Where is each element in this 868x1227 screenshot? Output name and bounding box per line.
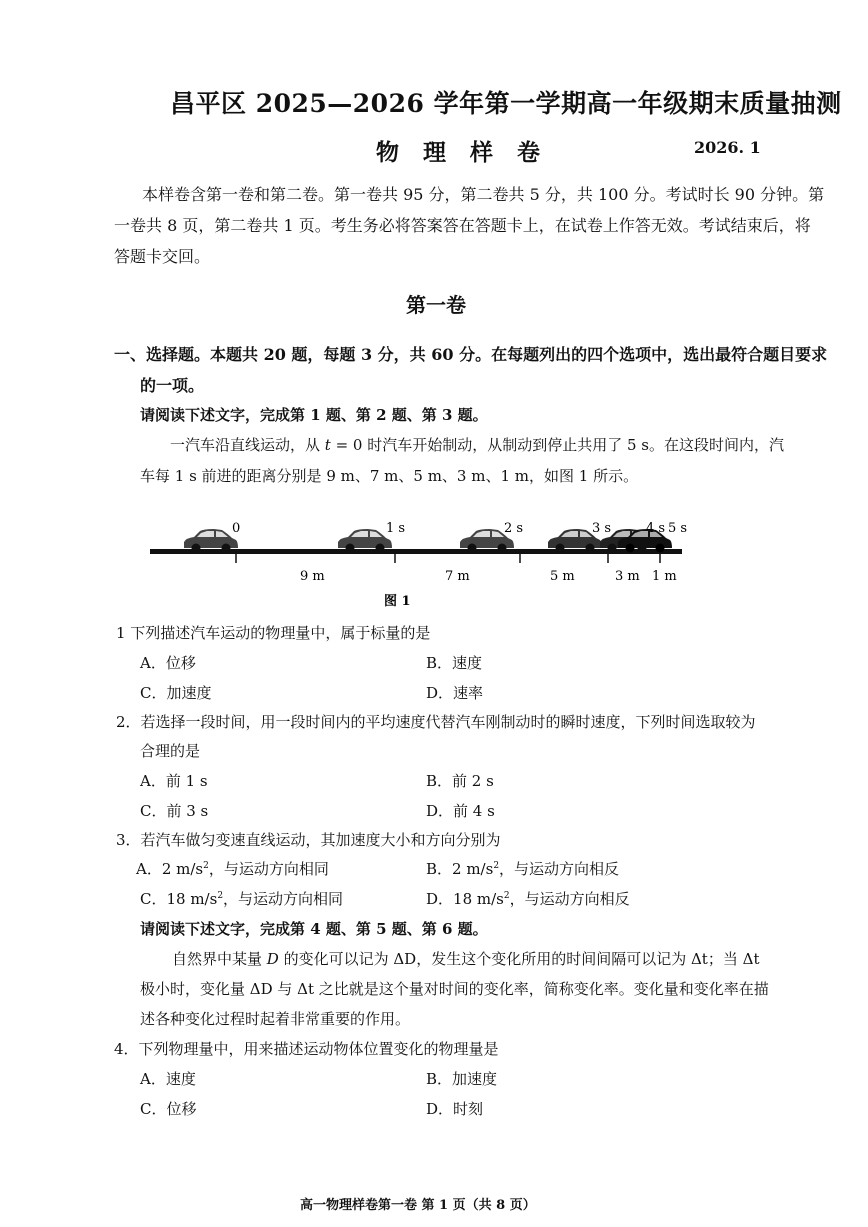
q4-option-c[interactable]: C．位移 — [140, 1100, 197, 1118]
q3-option-d[interactable]: D．18 $m/s^2$，与运动方向相反 — [426, 890, 630, 908]
q1-option-a[interactable]: A．位移 — [140, 654, 196, 672]
passage-1-line-1: 一汽车沿直线运动，从 t = 0 时汽车开始制动，从制动到停止共用了 5 s。在这段时间内，汽 — [170, 436, 785, 454]
volume-title: 第一卷 — [406, 293, 466, 317]
exam-date: 2026. 1 — [694, 138, 761, 157]
q3-option-b[interactable]: B．2 $m/s^2$，与运动方向相反 — [426, 860, 620, 878]
distance-label: 1 m — [652, 569, 677, 584]
distance-label: 7 m — [445, 569, 470, 584]
time-label: 4 s — [646, 521, 666, 536]
distance-label: 3 m — [615, 569, 640, 584]
q2-option-c[interactable]: C．前 3 s — [140, 802, 209, 820]
q4-option-d[interactable]: D．时刻 — [426, 1100, 484, 1118]
passage-2-line-1: 自然界中某量 D 的变化可以记为 ΔD，发生这个变化所用的时间间隔可以记为 Δt；当 Δt — [172, 950, 760, 968]
q1-option-b[interactable]: B．速度 — [426, 654, 483, 672]
intro-line-3: 答题卡交回。 — [114, 247, 211, 266]
q2-option-b[interactable]: B．前 2 s — [426, 772, 494, 790]
q4-option-a[interactable]: A．速度 — [140, 1070, 196, 1088]
q3-option-a[interactable]: A．2 $m/s^2$，与运动方向相同 — [136, 860, 329, 878]
reading-instruction-1: 请阅读下述文字，完成第 1 题、第 2 题、第 3 题。 — [140, 406, 488, 424]
intro-line-2: 一卷共 8 页，第二卷共 1 页。考生务必将答案答在答题卡上，在试卷上作答无效。考试结束后，将 — [114, 216, 811, 235]
figure-1-diagram — [140, 508, 700, 618]
passage-1-line-2: 车每 1 s 前进的距离分别是 9 m、7 m、5 m、3 m、1 m，如图 1 所示。 — [140, 467, 639, 485]
section-heading-line-1: 一、选择题。本题共 20 题，每题 3 分，共 60 分。在每题列出的四个选项中，选出最符合题目要求 — [114, 345, 828, 364]
q1-option-c[interactable]: C．加速度 — [140, 684, 212, 702]
distance-label: 5 m — [550, 569, 575, 584]
page-footer: 高一物理样卷第一卷 第 1 页（共 8 页） — [300, 1198, 536, 1213]
time-label: 3 s — [592, 521, 612, 536]
time-label: 5 s — [668, 521, 688, 536]
passage-2-line-2: 极小时，变化量 ΔD 与 Δt 之比就是这个量对时间的变化率，简称变化率。变化量和变化率在描 — [140, 980, 769, 998]
question-4-stem: 4．下列物理量中，用来描述运动物体位置变化的物理量是 — [114, 1040, 499, 1058]
car-icon — [184, 529, 238, 553]
distance-label: 9 m — [300, 569, 325, 584]
q2-option-d[interactable]: D．前 4 s — [426, 802, 495, 820]
section-heading-line-2: 的一项。 — [140, 376, 205, 395]
page-title: 昌平区 2025—2026 学年第一学期高一年级期末质量抽测 — [170, 89, 842, 118]
time-label: 1 s — [386, 521, 406, 536]
q3-option-c[interactable]: C．18 $m/s^2$，与运动方向相同 — [140, 890, 344, 908]
reading-instruction-2: 请阅读下述文字，完成第 4 题、第 5 题、第 6 题。 — [140, 920, 488, 938]
figure-caption: 图 1 — [384, 594, 411, 609]
q1-option-d[interactable]: D．速率 — [426, 684, 484, 702]
page-subtitle: 物 理 样 卷 — [376, 139, 549, 166]
car-icon — [338, 529, 392, 553]
q2-option-a[interactable]: A．前 1 s — [140, 772, 208, 790]
question-2-stem-line-1: 2．若选择一段时间，用一段时间内的平均速度代替汽车刚制动时的瞬时速度，下列时间选取较为 — [116, 713, 756, 731]
q4-option-b[interactable]: B．加速度 — [426, 1070, 498, 1088]
intro-line-1: 本样卷含第一卷和第二卷。第一卷共 95 分，第二卷共 5 分，共 100 分。考试时长 90 分钟。第 — [142, 185, 825, 204]
question-3-stem: 3．若汽车做匀变速直线运动，其加速度大小和方向分别为 — [116, 831, 501, 849]
question-2-stem-line-2: 合理的是 — [140, 742, 201, 760]
time-label: 0 — [232, 521, 241, 536]
time-label: 2 s — [504, 521, 524, 536]
passage-2-line-3: 述各种变化过程时起着非常重要的作用。 — [140, 1010, 411, 1028]
question-1-stem: 1 下列描述汽车运动的物理量中，属于标量的是 — [116, 624, 431, 642]
